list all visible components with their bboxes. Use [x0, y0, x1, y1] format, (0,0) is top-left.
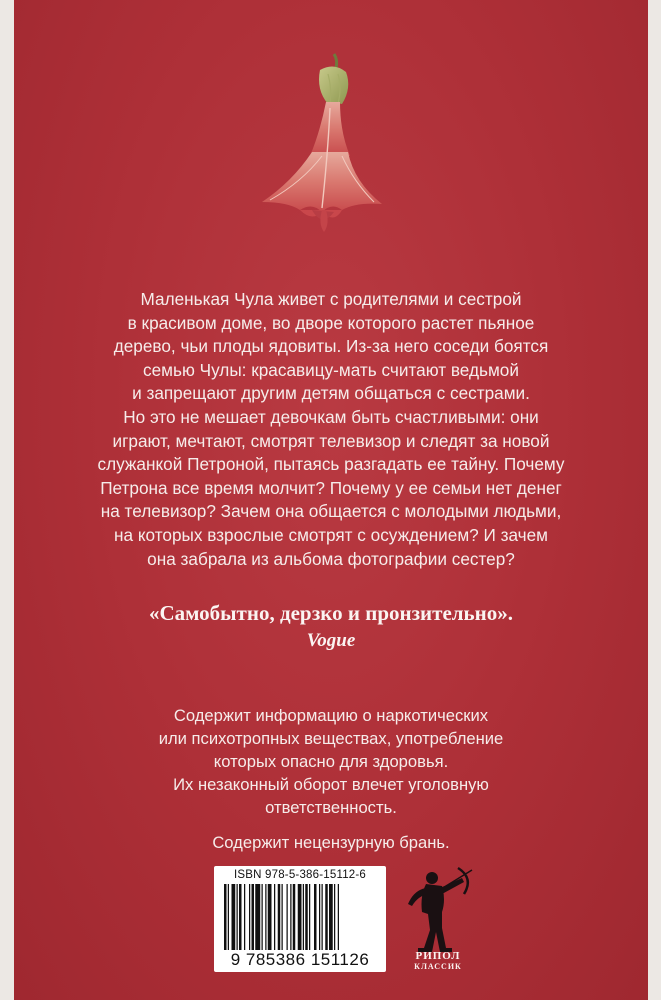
warning-line: или психотропных веществах, употребление: [158, 729, 504, 748]
description-line: Петрона все время молчит? Почему у ее семьи нет денег: [100, 477, 562, 498]
warning-line: Содержит информацию о наркотических: [173, 706, 489, 725]
back-cover: [14, 0, 648, 1000]
warning-line: Их незаконный оборот влечет уголовную: [173, 775, 489, 794]
quote-source: Vogue: [306, 630, 356, 651]
profanity-warning: Содержит нецензурную брань.: [212, 833, 450, 852]
description-line: Маленькая Чула живет с родителями и сестрой: [140, 289, 522, 309]
publisher-sub: КЛАССИК: [414, 962, 462, 971]
quote-text: «Самобытно, дерзко и пронзительно».: [148, 601, 514, 625]
description-line: в красивом доме, во дворе которого растет пьяное: [127, 312, 535, 333]
description-line: служанкой Петроной, пытаясь разгадать ее тайну. Почему: [97, 454, 565, 475]
flower-illustration-icon: [242, 52, 402, 262]
description-line: дерево, чьи плоды ядовиты. Из-за него соседи боятся: [113, 336, 549, 357]
description-line: на которых взрослые смотрят с осуждением? И зачем: [114, 524, 548, 545]
description-line: она забрала из альбома фотографии сестер?: [147, 548, 515, 569]
description-line: Но это не мешает девочкам быть счастливыми: они: [123, 406, 539, 427]
description-line: семью Чулы: красавицу-мать считают ведьмой: [143, 359, 519, 380]
description-line: и запрещают другим детям общаться с сестрами.: [132, 383, 530, 404]
content-warning: [54, 704, 608, 854]
book-description: [54, 288, 608, 571]
barcode-bars: [224, 884, 378, 950]
warning-line: ответственность.: [265, 798, 397, 817]
ean-digits: 9 785386 151126: [230, 950, 370, 969]
press-quote: [34, 600, 628, 654]
description-line: на телевизор? Зачем она общается с молодыми людьми,: [100, 501, 562, 522]
publisher-name: РИПОЛ: [415, 950, 461, 962]
isbn-barcode: [214, 866, 386, 972]
publisher-logo-text: [402, 950, 474, 972]
isbn-number: ISBN 978-5-386-15112-6: [233, 869, 367, 881]
warning-line: которых опасно для здоровья.: [213, 752, 449, 771]
description-line: играют, мечтают, смотрят телевизор и следят за новой: [112, 430, 550, 451]
